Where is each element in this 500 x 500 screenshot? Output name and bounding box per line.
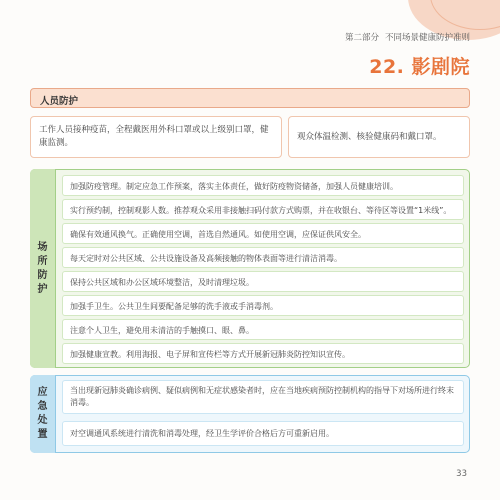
site-item: 加强手卫生。公共卫生间要配备足够的洗手液或手消毒剂。 <box>62 295 464 316</box>
chapter-label: 不同场景健康防护准则 <box>384 33 470 43</box>
personnel-heading: 人员防护 <box>30 88 470 108</box>
running-header <box>345 31 470 43</box>
page-number: 33 <box>456 469 467 479</box>
section-title: 22. 影剧院 <box>369 56 470 78</box>
personnel-audience-text: 观众体温检测、核验健康码和戴口罩。 <box>288 116 470 158</box>
site-item: 确保有效通风换气。正确使用空调，首选自然通风。如使用空调，应保证供风安全。 <box>62 223 464 244</box>
emergency-label: 应 急 处 置 <box>30 375 56 453</box>
site-item: 保持公共区域和办公区域环境整洁，及时清理垃圾。 <box>62 271 464 292</box>
emergency-item: 当出现新冠肺炎确诊病例、疑似病例和无症状感染者时，应在当地疾病预防控制机构的指导下对场所进行终末消毒。 <box>62 380 464 414</box>
part-label: 第二部分 <box>344 33 379 43</box>
site-item: 注意个人卫生，避免用未清洁的手触摸口、眼、鼻。 <box>62 319 464 340</box>
site-item: 加强防疫管理。制定应急工作预案，落实主体责任，做好防疫物资储备，加强人员健康培训。 <box>62 175 464 196</box>
personnel-staff-text: 工作人员接种疫苗，全程戴医用外科口罩或以上级别口罩，健康监测。 <box>30 116 282 158</box>
site-item: 加强健康宣教。利用海报、电子屏和宣传栏等方式开展新冠肺炎防控知识宣传。 <box>62 343 464 364</box>
site-item: 每天定时对公共区域、公共设施设备及高频接触的物体表面等进行清洁消毒。 <box>62 247 464 268</box>
site-item: 实行预约制，控制观影人数。推荐观众采用非接触扫码付款方式购票，并在收银台、等待区等设置“1米线”。 <box>62 199 464 220</box>
emergency-item: 对空调通风系统进行清洗和消毒处理，经卫生学评价合格后方可重新启用。 <box>62 421 464 446</box>
site-protection-label: 场 所 防 护 <box>30 169 56 368</box>
